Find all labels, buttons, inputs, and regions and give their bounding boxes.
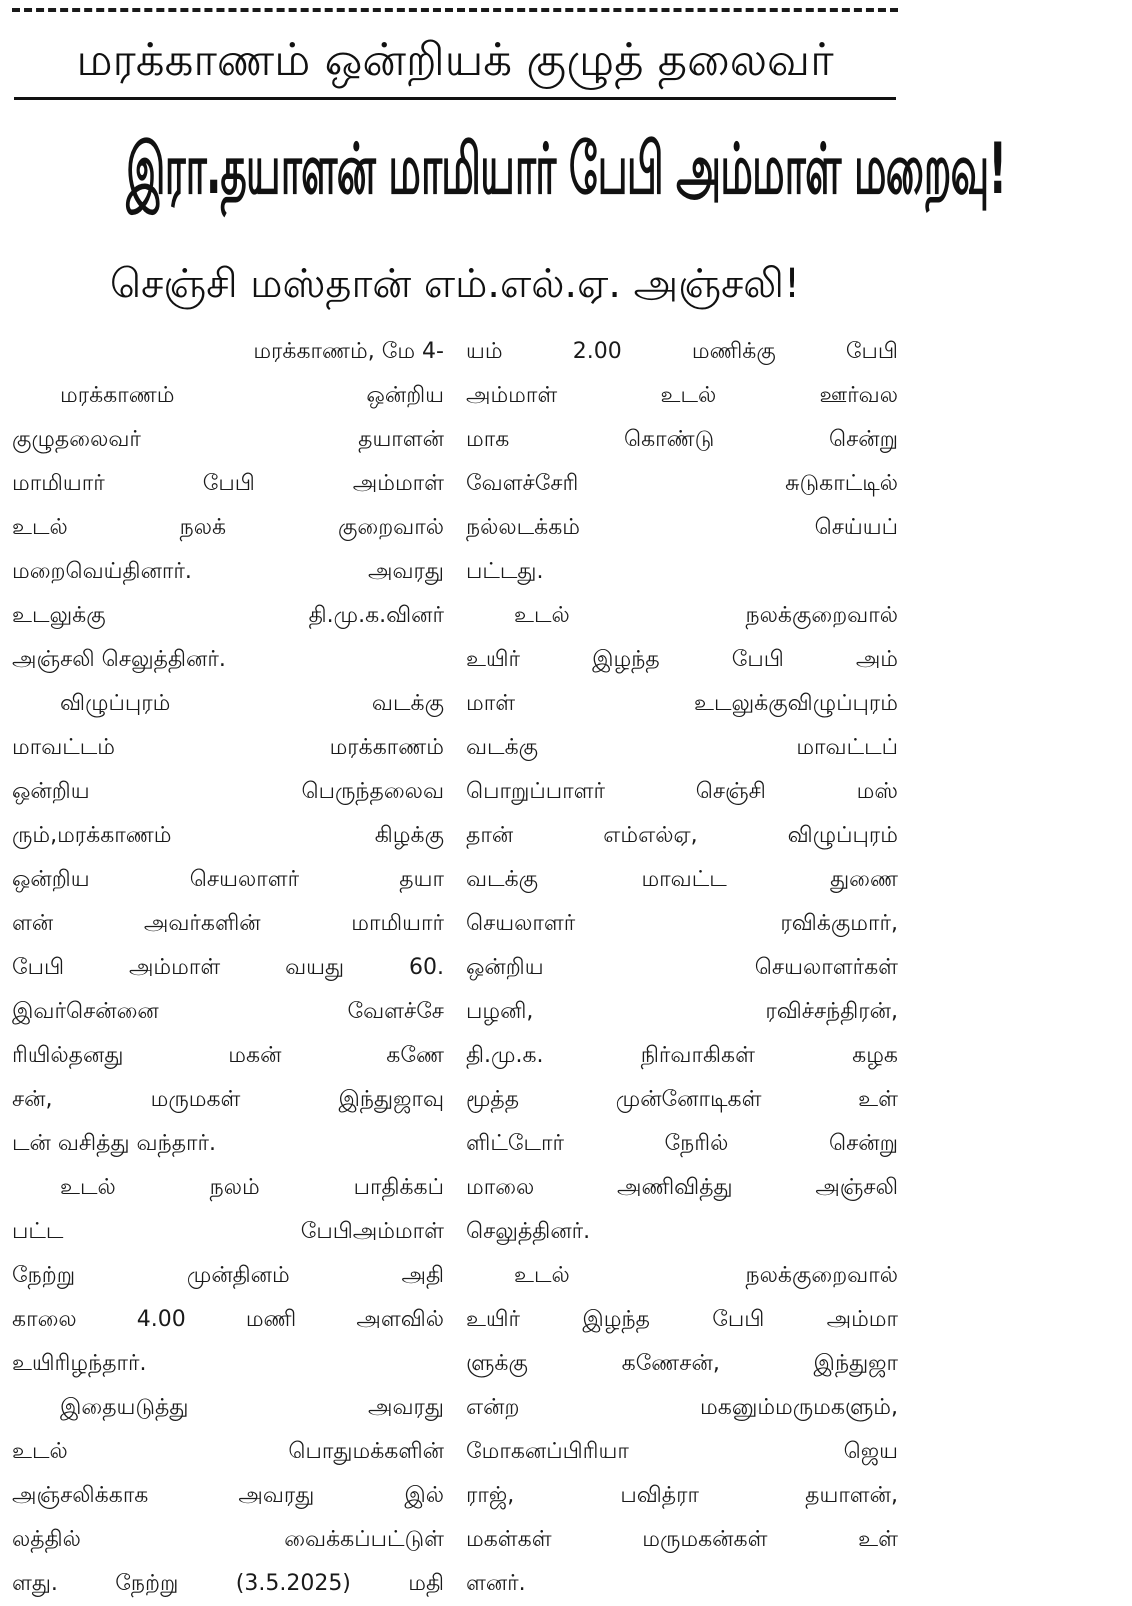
article-line: தி.மு.க. நிர்வாகிகள் கழக: [466, 1043, 898, 1068]
article-line: வேளச்சேரி சுடுகாட்டில்: [466, 471, 898, 496]
article-line: மாக கொண்டு சென்று: [466, 427, 898, 452]
article-line: ஒன்றிய பெருந்தலைவ: [12, 779, 444, 804]
article-line: மரக்காணம், மே 4-: [253, 339, 444, 364]
article-line: சன், மருமகள் இந்துஜாவு: [12, 1087, 444, 1112]
article-line: பொறுப்பாளர் செஞ்சி மஸ்: [466, 779, 898, 804]
article-line: உயிர் இழந்த பேபி அம்மா: [466, 1307, 898, 1332]
article-line: ளனர்.: [466, 1571, 526, 1596]
article-line: பட்டது.: [466, 559, 544, 584]
article-line: ளது. நேற்று (3.5.2025) மதி: [12, 1571, 444, 1596]
article-line: பட்ட பேபிஅம்மாள்: [12, 1219, 444, 1244]
article-line: மாலை அணிவித்து அஞ்சலி: [466, 1175, 898, 1200]
article-line: விழுப்புரம் வடக்கு: [60, 691, 444, 716]
article-line: பழனி, ரவிச்சந்திரன்,: [466, 999, 898, 1024]
top-dashed-border: [12, 8, 898, 12]
article-line: குழுதலைவர் தயாளன்: [12, 427, 444, 452]
article-line: மகள்கள் மருமகன்கள் உள்: [466, 1527, 898, 1552]
article-line: ஒன்றிய செயலாளர்கள்: [466, 955, 898, 980]
article-line: உடலுக்கு தி.மு.க.வினர்: [12, 603, 444, 628]
article-line: மாள் உடலுக்குவிழுப்புரம்: [466, 691, 898, 716]
article-line: உயிர் இழந்த பேபி அம்: [466, 647, 898, 672]
article-line: என்ற மகனும்மருமகளும்,: [466, 1395, 898, 1420]
article-line: நேற்று முன்தினம் அதி: [12, 1263, 444, 1288]
article-line: நல்லடக்கம் செய்யப்: [466, 515, 898, 540]
sub-headline: செஞ்சி மஸ்தான் எம்.எல்.ஏ. அஞ்சலி!: [109, 261, 801, 307]
article-line: மாவட்டம் மரக்காணம்: [12, 735, 444, 760]
article-line: தான் எம்எல்ஏ, விழுப்புரம்: [466, 823, 898, 848]
article-line: ரியில்தனது மகன் கணே: [12, 1043, 444, 1068]
article-line: உயிரிழந்தார்.: [12, 1351, 147, 1376]
article-column-right: [466, 330, 898, 1606]
article-line: இவர்சென்னை வேளச்சே: [12, 999, 444, 1024]
article-line: மறைவெய்தினார். அவரது: [12, 559, 444, 584]
article-line: அஞ்சலி செலுத்தினர்.: [12, 647, 226, 672]
article-line: செலுத்தினர்.: [466, 1219, 591, 1244]
article-column-left: [12, 330, 444, 1606]
article-line: மரக்காணம் ஒன்றிய: [60, 383, 444, 408]
article-line: ரும்,மரக்காணம் கிழக்கு: [12, 823, 444, 848]
article-line: பேபி அம்மாள் வயது 60.: [12, 955, 444, 980]
article-line: உடல் நலக்குறைவால்: [514, 1263, 898, 1288]
kicker-heading: மரக்காணம் ஒன்றியக் குழுத் தலைவர்: [76, 33, 834, 86]
article-line: லத்தில் வைக்கப்பட்டுள்: [12, 1527, 444, 1552]
article-line: உடல் நலக் குறைவால்: [12, 515, 444, 540]
article-line: வடக்கு மாவட்டப்: [466, 735, 898, 760]
article-line: ளிட்டோர் நேரில் சென்று: [466, 1131, 898, 1156]
article-line: அம்மாள் உடல் ஊர்வல: [466, 383, 898, 408]
article-line: ஒன்றிய செயலாளர் தயா: [12, 867, 444, 892]
article-line: உடல் நலக்குறைவால்: [514, 603, 898, 628]
article-line: டன் வசித்து வந்தார்.: [12, 1131, 217, 1156]
article-line: செயலாளர் ரவிக்குமார்,: [466, 911, 898, 936]
article-line: உடல் நலம் பாதிக்கப்: [60, 1175, 444, 1200]
article-line: ராஜ், பவித்ரா தயாளன்,: [466, 1483, 898, 1508]
article-line: மோகனப்பிரியா ஜெய: [466, 1439, 898, 1464]
article-line: ளன் அவர்களின் மாமியார்: [12, 911, 444, 936]
article-line: உடல் பொதுமக்களின்: [12, 1439, 444, 1464]
article-line: ளுக்கு கணேசன், இந்துஜா: [466, 1351, 898, 1376]
article-line: காலை 4.00 மணி அளவில்: [12, 1307, 444, 1332]
main-headline: இரா.தயாளன் மாமியார் பேபி அம்மாள் மறைவு!: [126, 129, 1007, 211]
article-line: வடக்கு மாவட்ட துணை: [466, 867, 898, 892]
article-line: மூத்த முன்னோடிகள் உள்: [466, 1087, 898, 1112]
article-line: யம் 2.00 மணிக்கு பேபி: [466, 339, 898, 364]
article-line: மாமியார் பேபி அம்மாள்: [12, 471, 444, 496]
article-line: அஞ்சலிக்காக அவரது இல்: [12, 1483, 444, 1508]
article-line: இதையடுத்து அவரது: [60, 1395, 444, 1420]
